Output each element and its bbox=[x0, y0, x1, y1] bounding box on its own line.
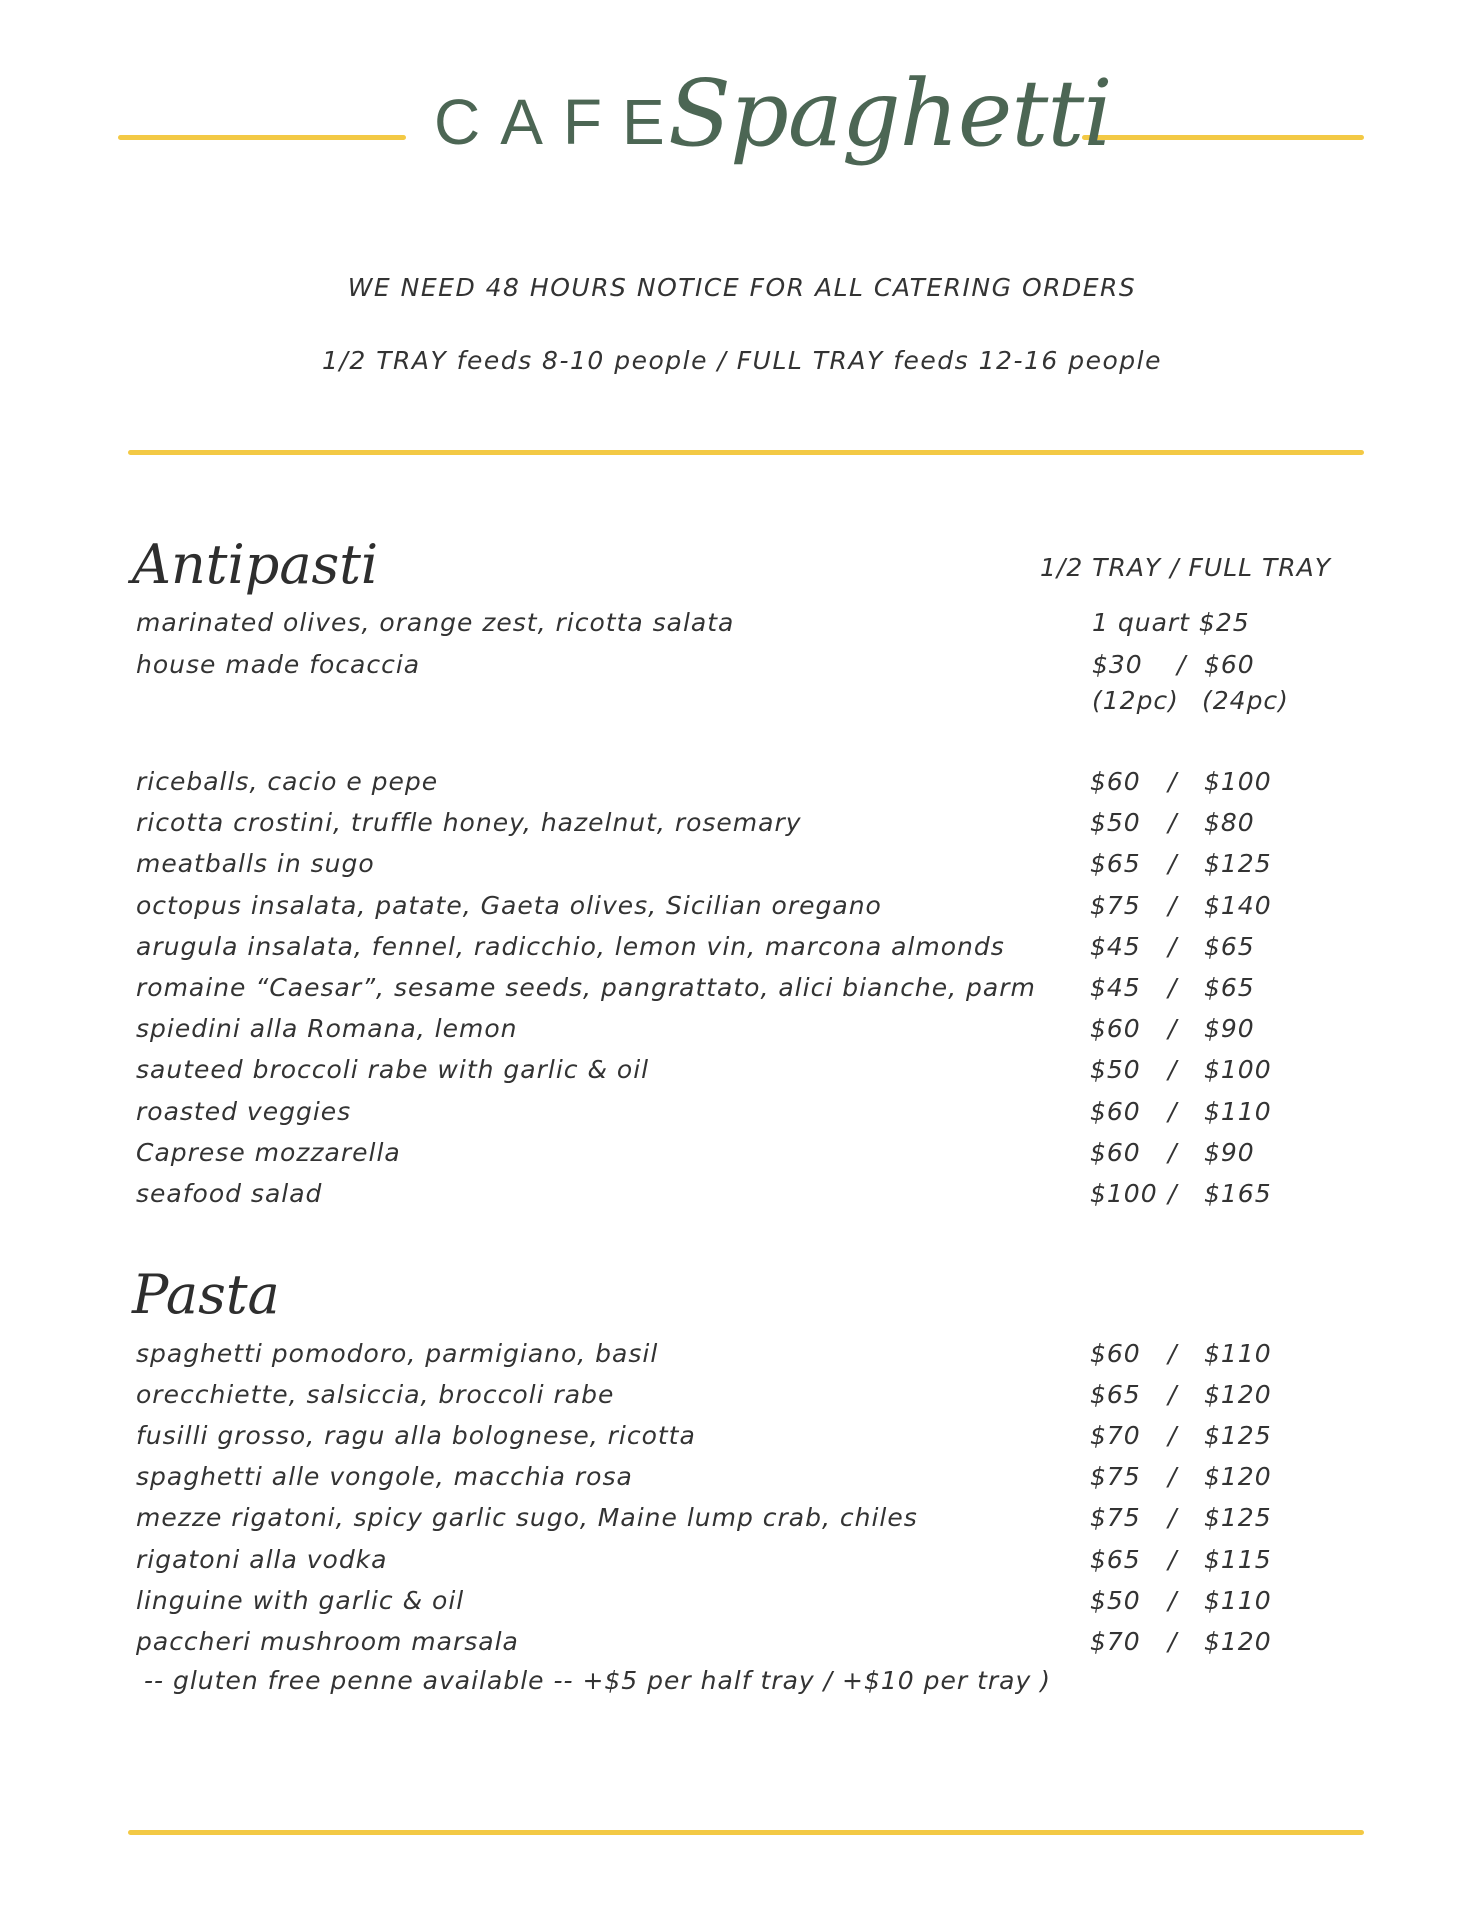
full-tray-price: $125 bbox=[1204, 1421, 1272, 1451]
half-tray-price: $60 bbox=[1090, 767, 1141, 796]
item-name: marinated olives, orange zest, ricotta salata bbox=[136, 608, 735, 637]
menu-item bbox=[0, 1380, 1484, 1416]
item-name: mezze rigatoni, spicy garlic sugo, Maine lump crab, chiles bbox=[136, 1503, 918, 1533]
full-tray-price: $110 bbox=[1204, 1339, 1272, 1368]
catering-notice: WE NEED 48 HOURS NOTICE FOR ALL CATERING ORDERS bbox=[347, 273, 1137, 302]
item-name: romaine “Caesar”, sesame seeds, pangrattato, alici bianche, parm bbox=[136, 973, 1036, 1002]
menu-item bbox=[0, 932, 1484, 968]
price-separator: / bbox=[1177, 650, 1187, 679]
full-tray-price: $65 bbox=[1204, 931, 1255, 961]
pasta-heading: Pasta bbox=[132, 1263, 280, 1326]
full-tray-price: $120 bbox=[1204, 1380, 1272, 1410]
item-name: ricotta crostini, truffle honey, hazelnut, rosemary bbox=[136, 808, 802, 838]
full-tray-price: $140 bbox=[1204, 890, 1272, 920]
half-tray-price: $100 bbox=[1090, 1179, 1158, 1208]
item-name: paccheri mushroom marsala bbox=[136, 1626, 519, 1656]
item-name: meatballs in sugo bbox=[136, 849, 375, 879]
price-separator: / bbox=[1168, 931, 1178, 961]
full-tray-price: $125 bbox=[1204, 849, 1272, 879]
section-divider-top bbox=[128, 450, 1364, 455]
half-tray-price: $50 bbox=[1090, 808, 1141, 838]
price-separator: / bbox=[1168, 1055, 1178, 1085]
menu-item bbox=[0, 1627, 1484, 1663]
full-tray-price: $90 bbox=[1204, 1014, 1255, 1044]
item-name: house made focaccia bbox=[136, 650, 421, 679]
item-name: spiedini alla Romana, lemon bbox=[136, 1014, 518, 1044]
full-tray-piece-count: (24pc) bbox=[1202, 686, 1289, 715]
half-tray-price: $70 bbox=[1090, 1626, 1141, 1656]
half-tray-price: $60 bbox=[1090, 1096, 1141, 1126]
gluten-free-note: -- gluten free penne available -- +$5 per half tray / +$10 per tray ) bbox=[144, 1666, 1051, 1695]
header-rule-left bbox=[118, 135, 406, 140]
item-name: rigatoni alla vodka bbox=[136, 1544, 388, 1574]
half-tray-price: $65 bbox=[1090, 849, 1141, 879]
item-price: 1 quart $25 bbox=[1092, 608, 1250, 637]
price-separator: / bbox=[1168, 973, 1178, 1002]
menu-item bbox=[0, 1421, 1484, 1457]
menu-item bbox=[0, 891, 1484, 927]
full-tray-price: $125 bbox=[1204, 1503, 1272, 1533]
price-separator: / bbox=[1168, 1503, 1178, 1533]
half-tray-price: $75 bbox=[1090, 1462, 1141, 1492]
half-tray-price: $70 bbox=[1090, 1421, 1141, 1451]
price-separator: / bbox=[1168, 1626, 1178, 1656]
full-tray-price: $120 bbox=[1204, 1626, 1272, 1656]
price-separator: / bbox=[1168, 1179, 1178, 1208]
item-name: riceballs, cacio e pepe bbox=[136, 767, 439, 796]
full-tray-price: $65 bbox=[1204, 973, 1255, 1002]
price-separator: / bbox=[1168, 1380, 1178, 1410]
item-name: sauteed broccoli rabe with garlic & oil bbox=[136, 1055, 650, 1085]
full-tray-price: $165 bbox=[1204, 1179, 1272, 1208]
menu-item bbox=[0, 767, 1484, 803]
half-tray-price: $60 bbox=[1090, 1339, 1141, 1368]
item-name: fusilli grosso, ragu alla bolognese, ricotta bbox=[136, 1421, 696, 1451]
menu-item bbox=[0, 1138, 1484, 1174]
price-separator: / bbox=[1168, 1014, 1178, 1044]
price-separator: / bbox=[1168, 1585, 1178, 1615]
half-tray-price: $65 bbox=[1090, 1544, 1141, 1574]
menu-item bbox=[0, 1014, 1484, 1050]
item-name: roasted veggies bbox=[136, 1096, 352, 1126]
logo-script-name: Spaghetti bbox=[668, 60, 1112, 167]
menu-item bbox=[0, 1097, 1484, 1133]
item-name: arugula insalata, fennel, radicchio, lemon vin, marcona almonds bbox=[136, 931, 1005, 961]
item-name: linguine with garlic & oil bbox=[136, 1585, 465, 1615]
header-rule-right bbox=[1082, 135, 1364, 140]
price-separator: / bbox=[1168, 1096, 1178, 1126]
half-tray-price: $60 bbox=[1090, 1137, 1141, 1167]
half-tray-price: $65 bbox=[1090, 1380, 1141, 1410]
full-tray-price: $60 bbox=[1204, 650, 1255, 679]
half-tray-price: $60 bbox=[1090, 1014, 1141, 1044]
price-separator: / bbox=[1168, 1462, 1178, 1492]
price-separator: / bbox=[1168, 1421, 1178, 1451]
item-name: Caprese mozzarella bbox=[136, 1137, 401, 1167]
menu-item bbox=[0, 1503, 1484, 1539]
menu-item bbox=[0, 1462, 1484, 1498]
full-tray-price: $120 bbox=[1204, 1462, 1272, 1492]
full-tray-price: $90 bbox=[1204, 1137, 1255, 1167]
menu-item bbox=[0, 849, 1484, 885]
price-separator: / bbox=[1168, 808, 1178, 838]
full-tray-price: $100 bbox=[1204, 1055, 1272, 1085]
half-tray-piece-count: (12pc) bbox=[1092, 686, 1179, 715]
menu-item bbox=[0, 1339, 1484, 1375]
menu-item bbox=[0, 650, 1484, 686]
item-name: seafood salad bbox=[136, 1179, 323, 1208]
section-divider-bottom bbox=[128, 1830, 1364, 1835]
price-separator: / bbox=[1168, 1339, 1178, 1368]
full-tray-price: $100 bbox=[1204, 767, 1272, 796]
price-separator: / bbox=[1168, 767, 1178, 796]
price-separator: / bbox=[1168, 1137, 1178, 1167]
tray-info: 1/2 TRAY feeds 8-10 people / FULL TRAY feeds 12-16 people bbox=[322, 346, 1162, 375]
price-separator: / bbox=[1168, 890, 1178, 920]
full-tray-price: $110 bbox=[1204, 1096, 1272, 1126]
menu-item bbox=[0, 808, 1484, 844]
menu-item bbox=[0, 1586, 1484, 1622]
full-tray-price: $115 bbox=[1204, 1544, 1272, 1574]
menu-item bbox=[0, 1545, 1484, 1581]
logo-cafe-text: CAFE bbox=[434, 86, 685, 158]
menu-item bbox=[0, 1055, 1484, 1091]
half-tray-price: $30 bbox=[1092, 650, 1143, 679]
half-tray-price: $50 bbox=[1090, 1585, 1141, 1615]
cafe-logo bbox=[430, 40, 1112, 210]
item-name: spaghetti alle vongole, macchia rosa bbox=[136, 1462, 633, 1492]
full-tray-price: $80 bbox=[1204, 808, 1255, 838]
half-tray-price: $50 bbox=[1090, 1055, 1141, 1085]
half-tray-price: $45 bbox=[1090, 931, 1141, 961]
menu-item bbox=[0, 1179, 1484, 1215]
item-name: spaghetti pomodoro, parmigiano, basil bbox=[136, 1339, 659, 1368]
antipasti-heading: Antipasti bbox=[132, 533, 379, 596]
menu-item bbox=[0, 608, 1484, 644]
price-separator: / bbox=[1168, 849, 1178, 879]
half-tray-price: $75 bbox=[1090, 1503, 1141, 1533]
item-name: orecchiette, salsiccia, broccoli rabe bbox=[136, 1380, 615, 1410]
full-tray-price: $110 bbox=[1204, 1585, 1272, 1615]
half-tray-price: $45 bbox=[1090, 973, 1141, 1002]
item-name: octopus insalata, patate, Gaeta olives, Sicilian oregano bbox=[136, 890, 882, 920]
price-separator: / bbox=[1168, 1544, 1178, 1574]
half-tray-price: $75 bbox=[1090, 890, 1141, 920]
tray-column-header: 1/2 TRAY / FULL TRAY bbox=[1040, 553, 1332, 582]
menu-item bbox=[0, 973, 1484, 1009]
